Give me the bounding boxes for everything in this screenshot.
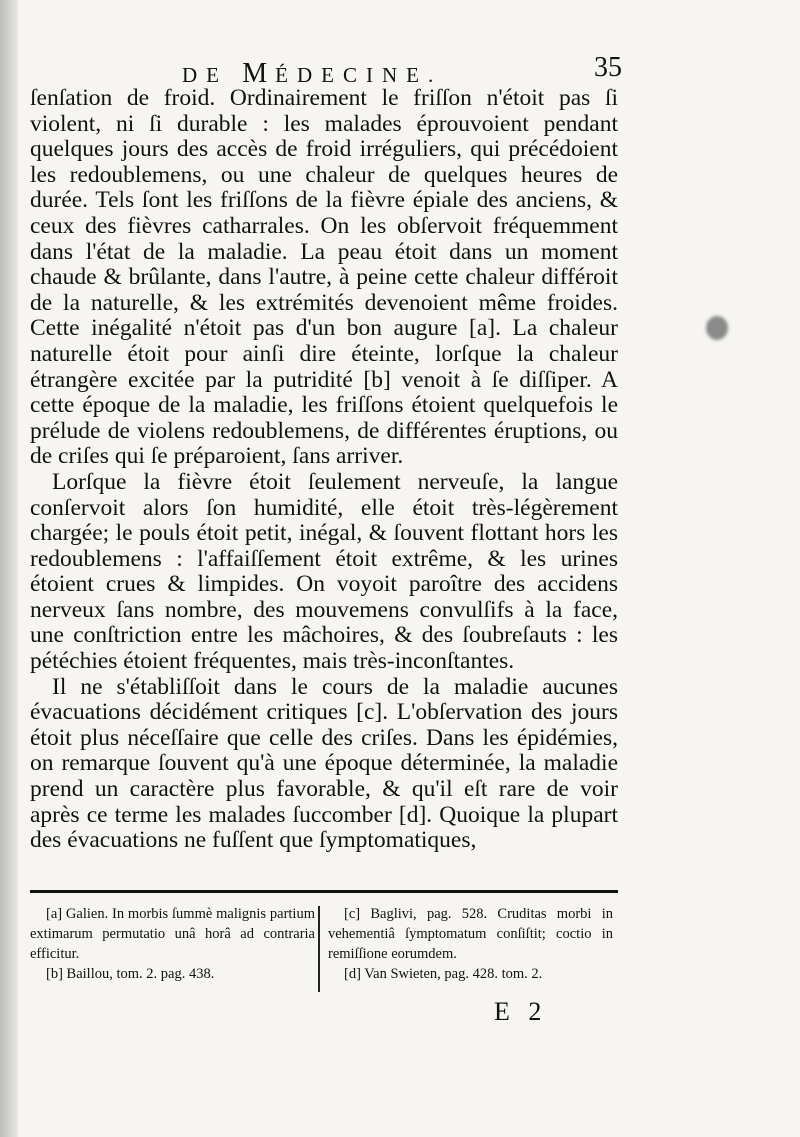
paragraph-3: Il ne s'établiſſoit dans le cours de la maladie aucunes évacuations décidément critiques [c]. L'obſervation des jours étoit plus néceſſaire que celle des criſes. Dans les épidémies, on remarque ſouvent qu'à une époque déterminée, la maladie prend un caractère plus favorable, & qu'il eſt rare de voir après ce terme les malades ſuccomber [d]. Quoique la plupart des évacuations ne fuſſent que ſymptomatiques, — [30, 673, 618, 854]
paragraph-2: Lorſque la fièvre étoit ſeulement nerveuſe, la langue conſervoit alors ſon humidité, elle étoit très-légèrement chargée; le pouls étoit petit, inégal, & ſouvent flottant hors les redoublemens : l'affaiſſement étoit extrême, & les urines étoient crues & limpides. On voyoit paroître des accidens nerveux ſans nombre, des mouvemens convulſifs à la face, une conſtriction entre les mâchoires, & des ſoubreſauts : les pétéchies étoient fréquentes, mais très-inconſtantes. — [30, 468, 618, 675]
paragraph-1: ſenſation de froid. Ordinairement le friſſon n'étoit pas ſi violent, ni ſi durable : les malades éprouvoient pendant quelques jours des accès de froid irréguliers, qui précédoient les redoublemens, ou une chaleur de quelques heures de durée. Tels ſont les friſſons de la fièvre épiale des anciens, & ceux des fièvres catharrales. On les obſervoit fréquemment dans l'état de la maladie. La peau étoit dans un moment chaude & brûlante, dans l'autre, à peine cette chaleur différoit de la naturelle, & les extrémités devenoient même froides. Cette inégalité n'étoit pas d'un bon augure [a]. La chaleur naturelle étoit pour ainſi dire éteinte, lorſque la chaleur étrangère excitée par la putridité [b] venoit à ſe diſſiper. A cette époque de la maladie, les friſſons étoient quelquefois le prélude de violens redoublemens, de différentes éruptions, ou de criſes qui ſe préparoient, ſans arriver. — [30, 85, 618, 470]
footnote-c-text: [c] Baglivi, pag. 528. Cruditas morbi in vehementiâ ſymptomatum conſiſtit; coctio in remiſſione eorumdem. — [328, 906, 613, 962]
ink-blot — [706, 316, 728, 340]
footnote-column-divider — [318, 906, 320, 992]
footnote-b-text: [b] Baillou, tom. 2. pag. 438. — [46, 966, 215, 982]
running-header — [182, 52, 622, 89]
page-number: 35 — [594, 52, 622, 83]
page-spine-shadow — [0, 0, 18, 1137]
footnote-d-text: [d] Van Swieten, pag. 428. tom. 2. — [344, 966, 543, 982]
main-text — [30, 86, 618, 854]
footnote-b — [30, 964, 315, 984]
running-title-initial: M — [242, 58, 276, 89]
footnote-a — [30, 904, 315, 964]
footnotes-left-column — [30, 904, 315, 984]
footnote-a-text: [a] Galien. In morbis ſummè malignis partium extimarum permutatio unâ horâ ad contraria efficitur. — [30, 906, 315, 962]
footnote-d — [328, 964, 613, 984]
footnote-c — [328, 904, 613, 964]
footnotes-right-column — [328, 904, 613, 984]
footnotes — [30, 904, 618, 994]
running-title-rest: ÉDECINE. — [275, 63, 443, 87]
running-title-prefix: DE — [182, 63, 243, 87]
footnote-rule — [30, 890, 618, 893]
signature-mark: E 2 — [494, 997, 548, 1026]
